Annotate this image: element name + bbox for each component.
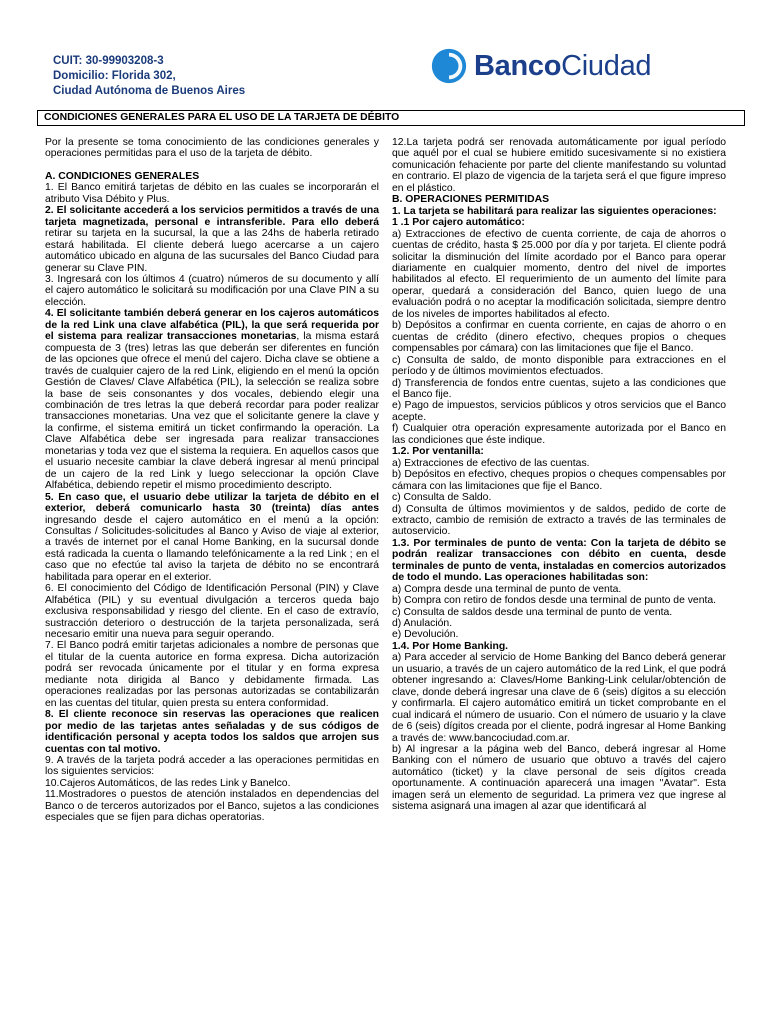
document-title: CONDICIONES GENERALES PARA EL USO DE LA TARJETA DE DÉBITO: [37, 110, 745, 126]
clause-7: 7. El Banco podrá emitir tarjetas adicionales a nombre de personas que el titular de la cuenta autorice en forma expresa. Dicha autorización podrá ser revocada únicamente por el titular y en forma expresa mediante nota dirigida al Banco y debidamente firmada. Las operaciones realizadas por las personas autorizadas se contabilizarán en las cuentas del titular, quien presta su entera conformidad.: [45, 640, 379, 709]
clause-1: 1. El Banco emitirá tarjetas de débito en las cuales se incorporarán el atributo Visa Débito y Plus.: [45, 182, 379, 205]
domicilio-line: Domicilio: Florida 302,: [53, 70, 176, 82]
clause-4: 4. El solicitante también deberá generar en los cajeros automáticos de la red Link una clave alfabética (PIL), la que será requerida por el sistema para realizar transacciones monetarias, la misma estará compuesta de 3 (tres) letras las que deberán ser diferentes en función de las opciones que ofrece el menú del cajero. Dicha clave se obtiene a través de cualquier cajero de la red Link, eligiendo en el menú la opción Gestión de Claves/ Clave Alfabética (PIL), la selección se realiza sobre la base de seis consonantes y dos vocales, debiendo elegir una combinación de tres letras la que deberá recordar para poder realizar transacciones monetarias. Una vez que el solicitante genere la clave y la confirme, el sistema emitirá un ticket confirmando la operación. La Clave Alfabética debe ser ingresada para realizar transacciones monetarias y toda vez que el sistema la requiera. En aquellos casos que el usuario necesite cambiar la clave deberá ingresar al menú principal de un cajero de la red Link y luego seleccionar la opción Clave Alfabética, debiendo repetir el mismo procedimiento descripto.: [45, 308, 379, 492]
pos-heading: 1.3. Por terminales de punto de venta: Con la tarjeta de débito se podrán realizar transacciones con débito en cuenta, desde terminales de punto de venta, instaladas en comercios autorizados de todo el mundo. Las operaciones habilitadas son:: [392, 537, 726, 584]
clause-3: 3. Ingresará con los últimos 4 (cuatro) números de su documento y allí el cajero automático le solicitará su modificación por una Clave PIN a su elección.: [45, 273, 379, 308]
window-item-a: a) Extracciones de efectivo de las cuentas.: [392, 457, 590, 469]
banco-ciudad-logo: [430, 46, 651, 86]
section-a-heading: A. CONDICIONES GENERALES: [45, 170, 200, 182]
pos-item-b: b) Compra con retiro de fondos desde una terminal de punto de venta.: [392, 595, 717, 607]
clause-11: 11.Mostradores o puestos de atención instalados en dependencias del Banco o de terceros autorizados por el Banco, sujetos a las condiciones especiales que se fijen para dichas operatorias.: [45, 789, 379, 824]
banco-ciudad-logo-icon: [430, 47, 468, 85]
home-banking-heading: 1.4. Por Home Banking.: [392, 640, 509, 652]
operations-heading: 1. La tarjeta se habilitará para realizar las siguientes operaciones:: [392, 205, 717, 217]
clause-2: 2. El solicitante accederá a los servicios permitidos a través de una tarjeta magnetizada, personal e intransferible. Para ello deberá retirar su tarjeta en la sucursal, la que a las 24hs de haberla retirado estará habilitada. El cliente deberá luego acercarse a un cajero automático ubicado en alguna de las sucursales del Banco Ciudad para generar su Clave PIN.: [45, 205, 379, 274]
bank-address-block: [53, 54, 245, 99]
logo-wordmark-bold: Banco: [474, 49, 562, 82]
clause-10: 10.Cajeros Automáticos, de las redes Link y Banelco.: [45, 777, 291, 789]
home-banking-item-b: b) Al ingresar a la página web del Banco, deberá ingresar al Home Banking con el número de usuario que obtuvo a través del cajero automático (ticket) y la clave personal de seis dígitos creada oportunamente. A continuación aparecerá una imagen "Avatar". Esta imagen será un elemento de seguridad. La primera vez que ingrese al sistema asignará una imagen al azar que identificará al: [392, 744, 726, 813]
clause-8: 8. El cliente reconoce sin reservas las operaciones que realicen por medio de las tarjetas antes señaladas y de sus códigos de identificación personal y acepta todos los saldos que arrojen sus cuentas con tal motivo.: [45, 709, 379, 755]
home-banking-item-a: a) Para acceder al servicio de Home Banking del Banco deberá generar un usuario, a través de un cajero automático de la red Link, el que podrá obtener ingresando a: Claves/Home Banking-Link celular/obtención de clave, donde deberá ingresar una clave de 6 (seis) dígitos a su elección y confirmarla. El cajero automático emitirá un ticket comprobante en el cual indicará el número de usuario. Con el número de usuario y la clave de 6 (seis) dígitos creada por el cliente, podrá ingresar al Home Banking a través de: www.bancociudad.com.ar.: [392, 652, 726, 744]
atm-item-d: d) Transferencia de fondos entre cuentas, sujeto a las condiciones que el Banco fije.: [392, 377, 726, 400]
intro-paragraph: Por la presente se toma conocimiento de las condiciones generales y operaciones permitidas para el uso de la tarjeta de débito.: [45, 137, 379, 160]
atm-item-a: a) Extracciones de efectivo de cuenta corriente, de caja de ahorros o cuentas de crédito, hasta $ 25.000 por día y por tarjeta. El cliente podrá solicitar la disminución del límite acordado por el Banco para operar diariamente en cualquier momento, dentro del nivel de importes habilitados al efecto. El requerimiento de un aumento del límite para operar, quedará a consideración del Banco, quien luego de una evaluación podrá o no aceptar la modificación solicitada, siempre dentro de los niveles de importes habilitados al efecto.: [392, 228, 726, 320]
pos-item-a: a) Compra desde una terminal de punto de venta.: [392, 583, 622, 595]
window-heading: 1.2. Por ventanilla:: [392, 446, 484, 458]
atm-item-e: e) Pago de impuestos, servicios públicos y otros servicios que el Banco acepte.: [392, 400, 726, 423]
clause-5: 5. En caso que, el usuario debe utilizar la tarjeta de débito en el exterior, deberá comunicarlo hasta 30 (treinta) días antes ingresando desde el cajero automático en el menú a la opción: Consultas / Solicitudes-solicitudes al Banco y Aviso de viaje al exterior, a través de internet por el canal Home Banking, en la sucursal donde está radicada la cuenta o llamando telefónicamente a la red Link ; en el caso que no efectúe tal aviso la tarjeta de débito no se encontrará habilitada para operar en el exterior.: [45, 491, 379, 583]
pos-item-c: c) Consulta de saldos desde una terminal de punto de venta.: [392, 606, 673, 618]
window-item-d: d) Consulta de últimos movimientos y de saldos, pedido de corte de extracto, cambio de remisión de extracto a través de las terminales de autoservicio.: [392, 503, 726, 538]
clause-9: 9. A través de la tarjeta podrá acceder a las operaciones permitidas en los siguientes servicios:: [45, 755, 379, 778]
cuit-line: CUIT: 30-99903208-3: [53, 55, 164, 67]
logo-wordmark: [474, 50, 651, 83]
pos-item-d: d) Anulación.: [392, 618, 453, 630]
ciudad-line: Ciudad Autónoma de Buenos Aires: [53, 85, 246, 97]
atm-item-b: b) Depósitos a confirmar en cuenta corriente, en cajas de ahorro o en cuentas de crédito (dinero efectivo, cheques propios o cheques compensables por cámara) con las limitaciones que fije el Banco.: [392, 320, 726, 355]
right-column: [392, 137, 726, 813]
clause-12: 12.La tarjeta podrá ser renovada automáticamente por igual período que aquél por el cual se hubiere emitido sucesivamente si no existiera comunicación fehaciente por parte del cliente manifestando su voluntad en contrario. El plazo de vigencia de la tarjeta será el que figure impreso en el plástico.: [392, 137, 726, 194]
left-column: [45, 137, 379, 824]
atm-item-c: c) Consulta de saldo, de monto disponible para extracciones en el período y de últimos movimientos efectuados.: [392, 354, 726, 378]
pos-item-e: e) Devolución.: [392, 629, 459, 641]
section-b-heading: B. OPERACIONES PERMITIDAS: [392, 194, 550, 206]
window-item-b: b) Depósitos en efectivo, cheques propios o cheques compensables por cámara con las limitaciones que fije el Banco.: [392, 469, 726, 492]
window-item-c: c) Consulta de Saldo.: [392, 492, 492, 504]
logo-wordmark-rest: Ciudad: [561, 49, 652, 82]
atm-item-f: f) Cualquier otra operación expresamente autorizada por el Banco en las condiciones que éste indique.: [392, 423, 726, 446]
clause-6: 6. El conocimiento del Código de Identificación Personal (PIN) y Clave Alfabética (PIL) y su eventual divulgación a terceros queda bajo exclusiva responsabilidad y riesgo del cliente. En el caso de extravío, sustracción deterioro o destrucción de la tarjeta personalizada, será necesario emitir una nueva para seguir operando.: [45, 583, 379, 641]
atm-heading: 1 .1 Por cajero automático:: [392, 217, 525, 229]
